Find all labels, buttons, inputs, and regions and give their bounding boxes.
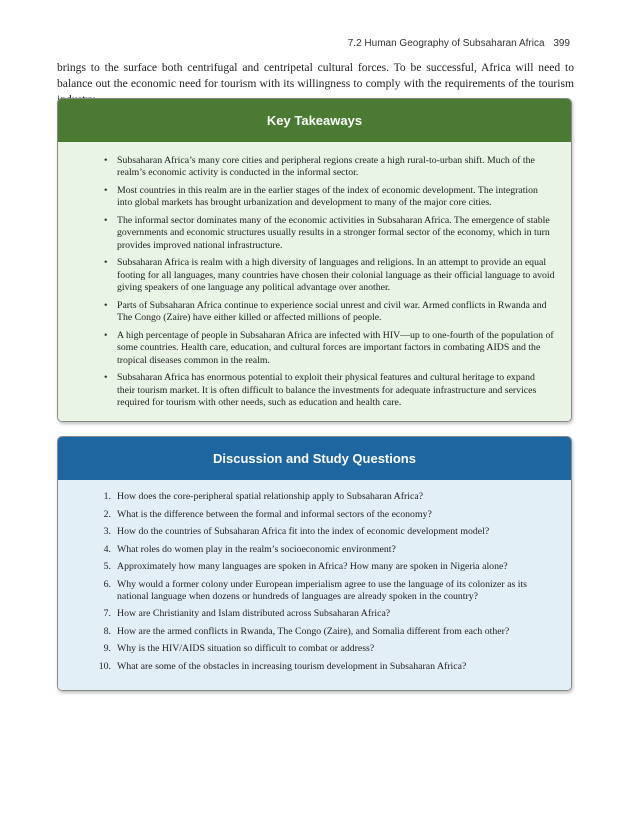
question-text: How does the core-peripheral spatial relationship apply to Subsaharan Africa?: [117, 491, 424, 502]
section-title: 7.2 Human Geography of Subsaharan Africa: [347, 38, 545, 49]
question-number: 8.: [103, 625, 111, 637]
discussion-title: Discussion and Study Questions: [213, 451, 416, 466]
question-number: 7.: [103, 608, 111, 620]
question-number: 3.: [103, 526, 111, 537]
question-item: [103, 578, 547, 604]
question-text: Why would a former colony under European imperialism agree to use the language of its colonizer as its national language when dozens or hundreds of languages are already spoken in the country?: [117, 578, 527, 602]
takeaway-item: • The informal sector dominates many of the economic activities in Subsaharan Africa. The emergence of stable governments and economic structures usually results in a stronger formal sector of the economy, which in turn provides improved national infrastructure.: [117, 215, 555, 252]
question-item: [103, 608, 547, 620]
question-number: 5.: [103, 561, 111, 572]
takeaway-item: • Subsaharan Africa’s many core cities and peripheral regions create a high rural-to-urban shift. Much of the realm’s economic activity is conducted in the informal sector.: [117, 155, 555, 180]
key-takeaways-body: [58, 142, 571, 422]
question-item: [103, 561, 547, 573]
question-text: How do the countries of Subsaharan Africa fit into the index of economic development model?: [117, 526, 490, 537]
key-takeaways-list: [58, 155, 555, 409]
question-item: [98, 660, 547, 673]
question-text: How are Christianity and Islam distributed across Subsaharan Africa?: [117, 608, 391, 620]
takeaway-item: • Subsaharan Africa has enormous potential to exploit their physical features and cultural heritage to expand their tourism market. It is often difficult to balance the investments for adequate infrastructure and services required for tourism with other needs, such as education and health care.: [117, 372, 555, 409]
running-header: [348, 38, 570, 49]
intro-paragraph: brings to the surface both centrifugal and centripetal cultural forces. To be successful, Africa will need to balance out the economic need for tourism with its willingness to comply with the requirements of the tourism: [57, 61, 574, 90]
question-number: 2.: [103, 508, 111, 520]
question-number: 4.: [103, 543, 111, 555]
question-text: Why is the HIV/AIDS situation so difficult to combat or address?: [117, 643, 375, 655]
question-item: [103, 491, 547, 503]
question-number: 9.: [103, 643, 111, 655]
page-number: 399: [553, 38, 570, 49]
takeaway-item: • Parts of Subsaharan Africa continue to experience social unrest and civil war. Armed conflicts in Rwanda and The Congo (Zaire) have either killed or affected millions of people.: [117, 300, 555, 325]
discussion-header: [58, 437, 571, 480]
question-text: What is the difference between the formal and informal sectors of the economy?: [117, 508, 432, 520]
question-text: Approximately how many languages are spoken in Africa? How many are spoken in Nigeria alone?: [117, 561, 508, 572]
discussion-body: [58, 480, 571, 691]
key-takeaways-box: [57, 98, 572, 422]
takeaway-item: • Most countries in this realm are in the earlier stages of the index of economic development. The integration into global markets has brought urbanization and development to many of the major core cities.: [117, 185, 555, 210]
discussion-box: [57, 436, 572, 691]
takeaway-item: • A high percentage of people in Subsaharan Africa are infected with HIV—up to one-fourth of the population of some countries. Health care, education, and cultural forces are important factors in combating AIDS and the tropical diseases common in the realm.: [117, 330, 555, 367]
question-number: 6.: [103, 578, 111, 590]
question-number: 1.: [103, 491, 111, 502]
takeaway-item: • Subsaharan Africa is realm with a high diversity of languages and religions. In an attempt to provide an equal footing for all languages, many countries have chosen their colonial language as their official language to avoid giving speakers of one language any political advantage over another.: [117, 257, 555, 294]
question-item: [103, 508, 547, 521]
question-number: 10.: [98, 660, 111, 672]
question-item: [103, 625, 547, 638]
question-text: What roles do women play in the realm’s socioeconomic environment?: [117, 543, 396, 555]
question-item: [103, 543, 547, 556]
key-takeaways-title: Key Takeaways: [266, 113, 363, 128]
question-text: What are some of the obstacles in increasing tourism development in Subsaharan Africa?: [117, 660, 467, 672]
question-item: [103, 526, 547, 538]
question-item: [103, 643, 547, 655]
questions-list: [58, 491, 547, 673]
question-text: How are the armed conflicts in Rwanda, The Congo (Zaire), and Somalia different from each other?: [117, 625, 510, 637]
key-takeaways-header: [58, 99, 571, 142]
